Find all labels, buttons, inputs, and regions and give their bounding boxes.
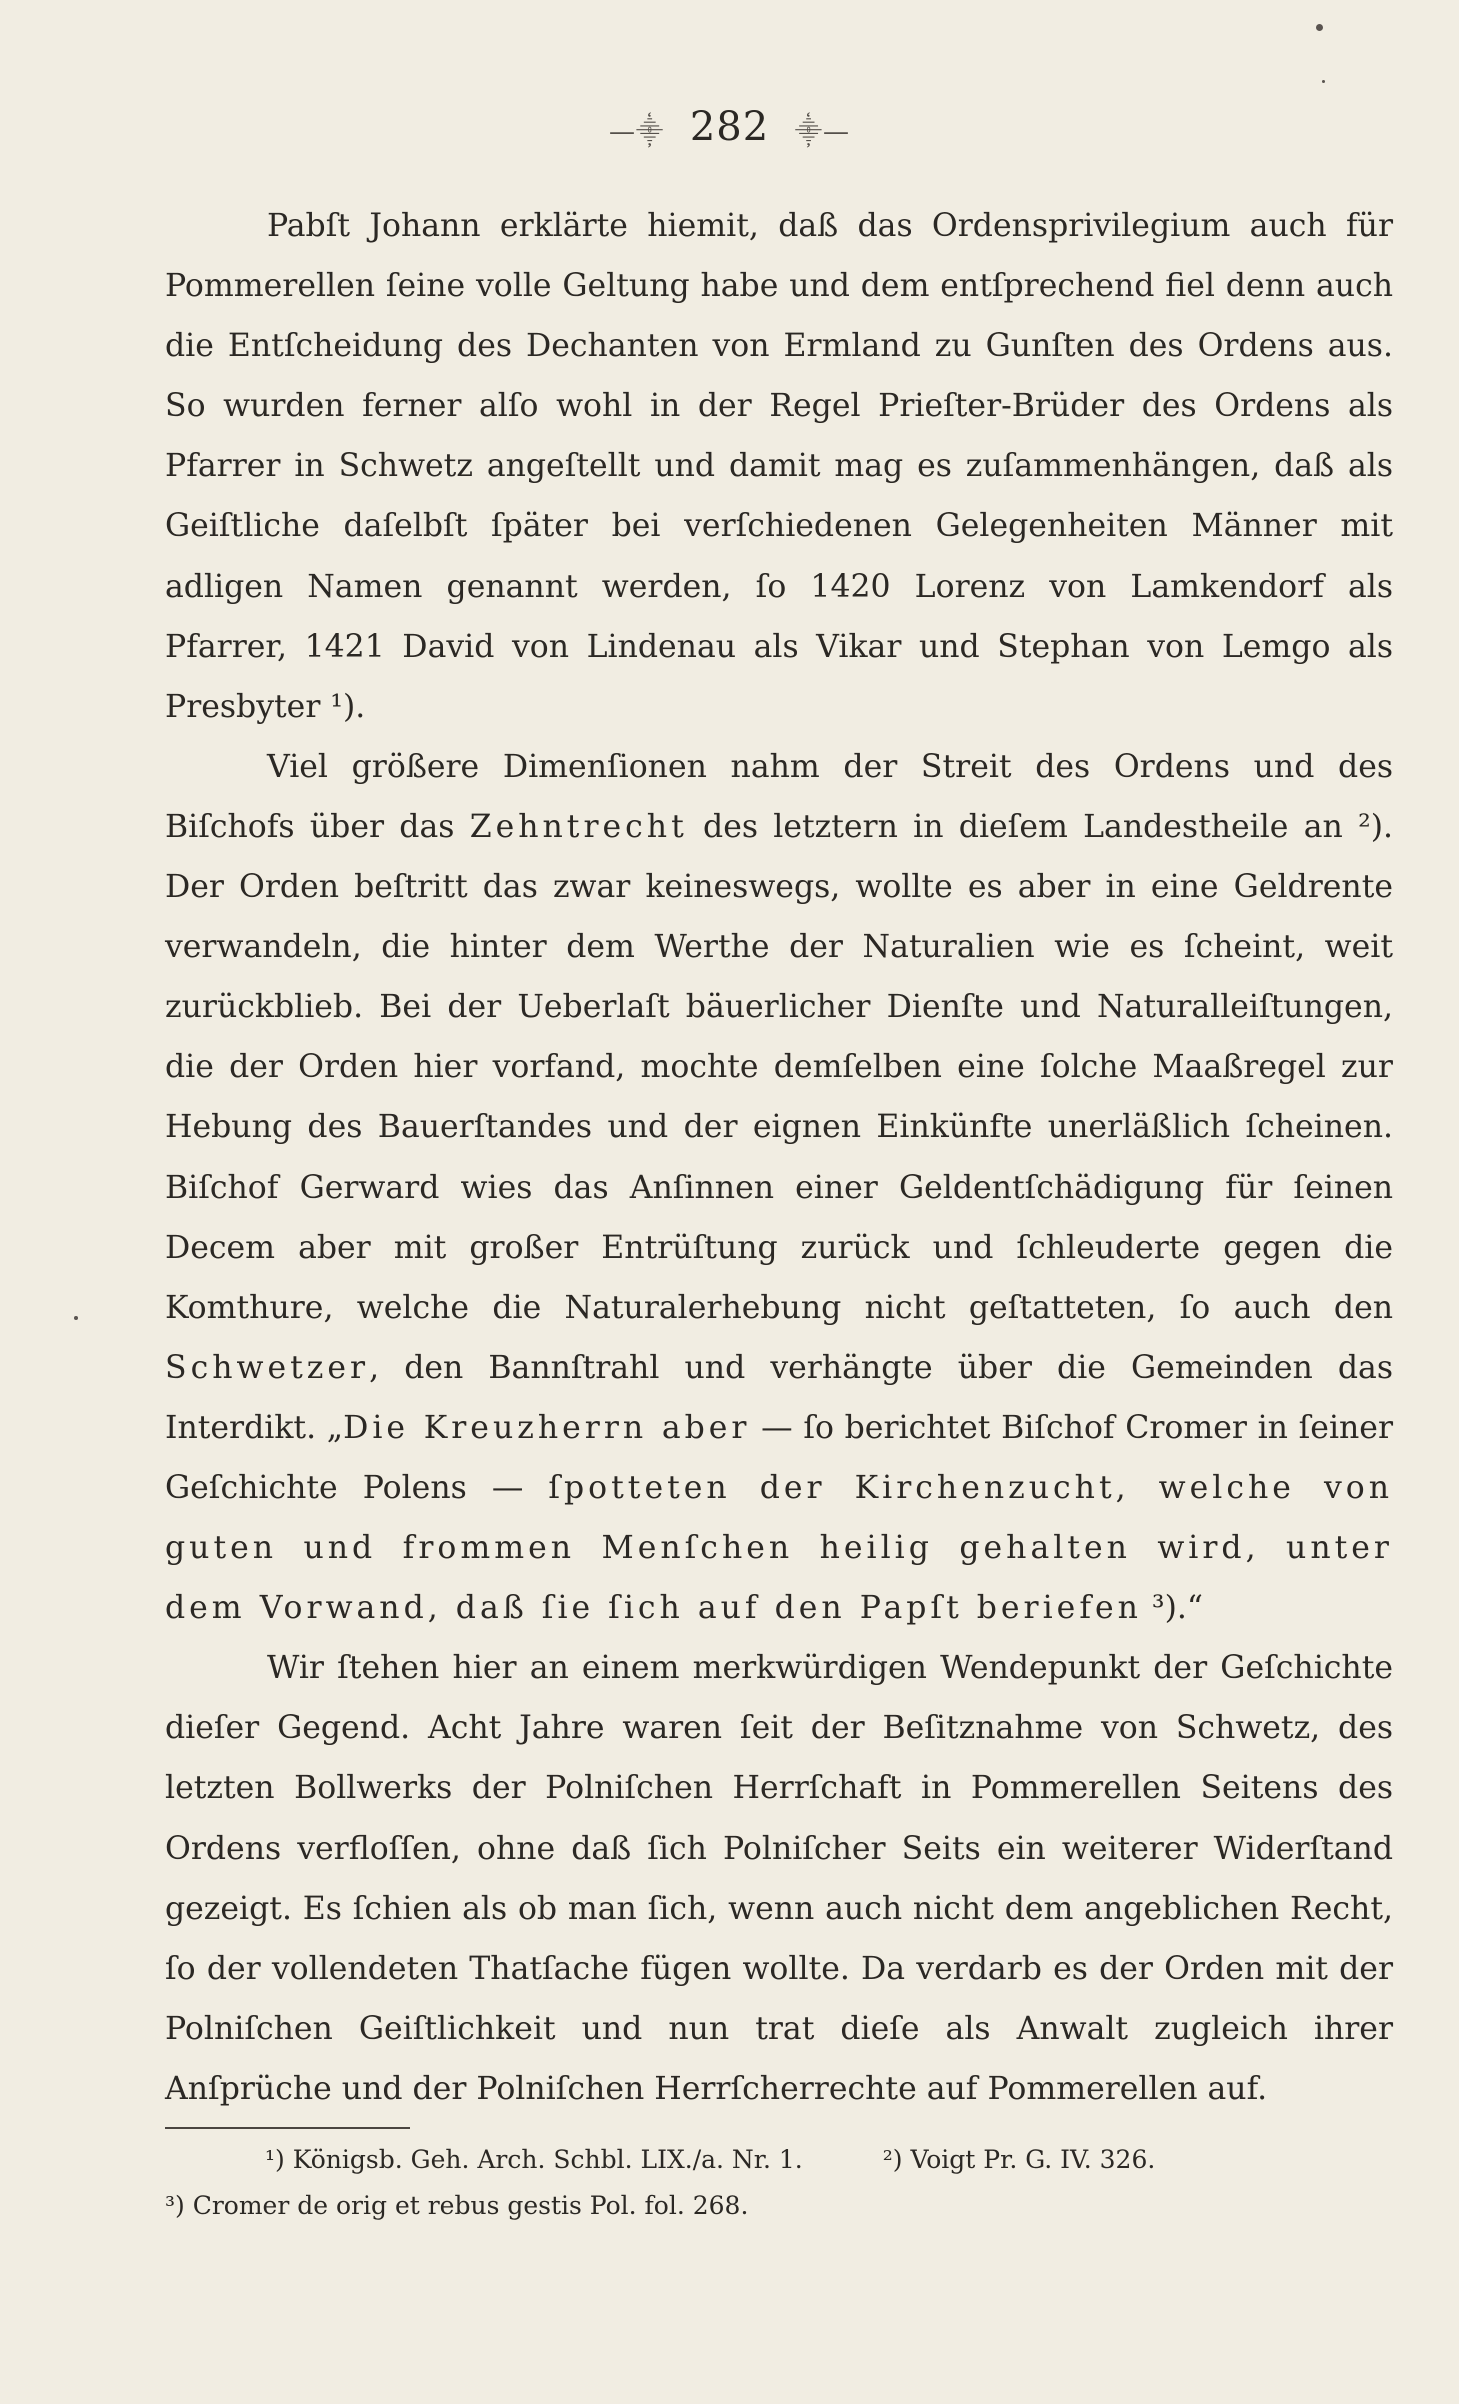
paragraph-1: Pabſt Johann erklärte hiemit, daß das Ordensprivilegium auch für Pommerellen ſeine volle Geltung habe und dem entſprechend fiel denn auch die Entſcheidung des Dechanten von Ermland zu Gunſten des Ordens aus. So wurden ferner alſo wohl in der Regel Prieſter-Brüder des Ordens als Pfarrer in Schwetz angeſtellt und damit mag es zuſammenhängen, daß als Geiſtliche daſelbſt ſpäter bei verſchiedenen Gelegenheiten Männer mit adligen Namen genannt werden, ſo 1420 Lorenz von Lamkendorf als Pfarrer, 1421 David von Lindenau als Vikar und Stephan von Lemgo als Presbyter ¹). xyxy=(165,208,1393,725)
footnote-1: ¹) Königsb. Geh. Arch. Schbl. LIX./a. Nr. 1. xyxy=(265,2145,803,2174)
footnote-line-1 xyxy=(165,2137,1393,2183)
header-ornament-right: ⸎— xyxy=(794,117,850,147)
emphasis-quote: ſpotteten der Kirchenzucht, welche von guten und frommen Menſchen heilig gehalten wird, unter dem Vorwand, daß ſie ſich auf den Papſt beriefen xyxy=(165,1469,1393,1627)
paragraph-2-part: ³).“ xyxy=(1141,1590,1203,1627)
emphasis-zehntrecht: Zehntrecht xyxy=(469,808,688,845)
emphasis-quote-start: Die Kreuzherrn aber xyxy=(343,1409,751,1446)
paper-speck xyxy=(1316,24,1323,31)
footnotes xyxy=(165,2137,1393,2229)
footnote-2: ²) Voigt Pr. G. IV. 326. xyxy=(882,2145,1156,2174)
paragraph-2 xyxy=(165,737,1393,1638)
paper-speck xyxy=(1322,80,1325,83)
paragraph-2-part: — ſo berichtet Biſchof Cromer in ſeiner Geſchichte Polens — xyxy=(165,1409,1394,1506)
paragraph-2-part: des letztern in dieſem Landestheile an ²). Der Orden beſtritt das zwar keineswegs, wollte es aber in eine Geldrente verwandeln, die hinter dem Werthe der Naturalien wie es ſcheint, weit zurückblieb. Bei der Ueberlaſt bäuerlicher Dienſte und Naturalleiſtungen, die der Orden hier vorfand, mochte demſelben eine ſolche Maaßregel zur Hebung des Bauerſtandes und der eignen Einkünfte unerläßlich ſcheinen. Biſchof Gerward wies das Anſinnen einer Geldentſchädigung für ſeinen Decem aber mit großer Entrüſtung zurück und ſchleuderte gegen die Komthure, welche die Naturalerhebung nicht geſtatteten, ſo auch den xyxy=(165,808,1393,1326)
paper-speck xyxy=(74,1316,78,1320)
footnote-line-2 xyxy=(165,2183,1393,2229)
header-ornament-left: —⸎ xyxy=(609,117,665,147)
paragraph-3: Wir ſtehen hier an einem merkwürdigen Wendepunkt der Geſchichte dieſer Gegend. Acht Jahre waren ſeit der Beſitznahme von Schwetz, des letzten Bollwerks der Polniſchen Herrſchaft in Pommerellen Seitens des Ordens verfloſſen, ohne daß ſich Polniſcher Seits ein weiterer Widerſtand gezeigt. Es ſchien als ob man ſich, wenn auch nicht dem angeblichen Recht, ſo der vollendeten Thatſache fügen wollte. Da verdarb es der Orden mit der Polniſchen Geiſtlichkeit und nun trat dieſe als Anwalt zugleich ihrer Anſprüche und der Polniſchen Herrſcherrechte auf Pommerellen auf. xyxy=(165,1650,1393,2107)
paragraph-2-part: , den Bannſtrahl und verhängte über die Gemeinden das Interdikt. „ xyxy=(165,1349,1393,1446)
footnote-3: ³) Cromer de orig et rebus gestis Pol. fol. 268. xyxy=(165,2191,749,2220)
page-number: 282 xyxy=(689,104,770,150)
page-header xyxy=(0,104,1459,150)
footnote-rule xyxy=(165,2127,410,2129)
emphasis-schwetzer: Schwetzer xyxy=(165,1349,370,1386)
paragraph-2-part: Viel größere Dimenſionen nahm der Streit des Ordens und des Biſchofs über das xyxy=(165,748,1393,845)
body-text xyxy=(165,196,1393,2119)
